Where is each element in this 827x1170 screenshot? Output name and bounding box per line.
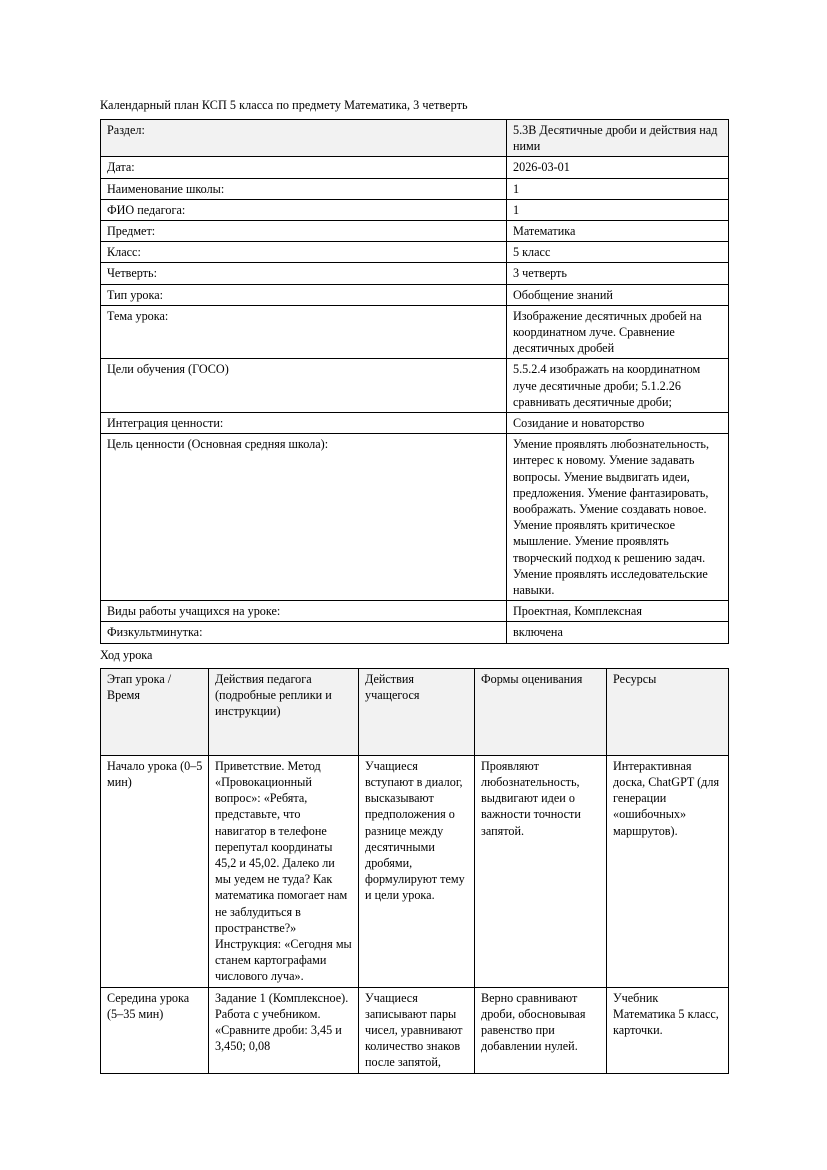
lesson-flow-body bbox=[101, 755, 729, 1073]
assessment-cell: Проявляют любознательность, выдвигают идеи о важности точности запятой. bbox=[475, 755, 607, 987]
assessment-cell: Верно сравнивают дроби, обосновывая равенство при добавлении нулей. bbox=[475, 987, 607, 1073]
info-row-value: 2026-03-01 bbox=[507, 157, 729, 178]
lesson-flow-label: Ход урока bbox=[100, 647, 153, 662]
info-row-label: Четверть: bbox=[101, 263, 507, 284]
info-row-value: 1 bbox=[507, 199, 729, 220]
table-row bbox=[101, 987, 729, 1073]
teacher-actions-cell: Приветствие. Метод «Провокационный вопрос»: «Ребята, представьте, что навигатор в телефоне перепутал координаты 45,2 и 45,02. Далеко ли мы уедем не туда? Как математика помогает нам не заблудиться в пространстве?» Инструкция: «Сегодня мы станем картографами числового луча». bbox=[209, 755, 359, 987]
resources-cell: Интерактивная доска, ChatGPT (для генерации «ошибочных» маршрутов). bbox=[607, 755, 729, 987]
column-header: Действия педагога (подробные реплики и инструкции) bbox=[209, 668, 359, 755]
info-row-label: Цели обучения (ГОСО) bbox=[101, 359, 507, 413]
column-header: Ресурсы bbox=[607, 668, 729, 755]
table-row bbox=[101, 263, 729, 284]
table-row bbox=[101, 622, 729, 643]
table-row bbox=[101, 120, 729, 157]
info-row-label: Тема урока: bbox=[101, 305, 507, 359]
info-row-label: Дата: bbox=[101, 157, 507, 178]
info-row-label: Цель ценности (Основная средняя школа): bbox=[101, 434, 507, 601]
table-row bbox=[101, 434, 729, 601]
stage-cell: Начало урока (0–5 мин) bbox=[101, 755, 209, 987]
table-row bbox=[101, 242, 729, 263]
info-row-value: 3 четверть bbox=[507, 263, 729, 284]
column-header: Этап урока / Время bbox=[101, 668, 209, 755]
lesson-info-body bbox=[101, 120, 729, 644]
resources-cell: Учебник Математика 5 класс, карточки. bbox=[607, 987, 729, 1073]
info-row-value: Изображение десятичных дробей на координатном луче. Сравнение десятичных дробей bbox=[507, 305, 729, 359]
info-row-value: Обобщение знаний bbox=[507, 284, 729, 305]
table-row bbox=[101, 755, 729, 987]
page-title: Календарный план КСП 5 класса по предмету Математика, 3 четверть bbox=[100, 98, 468, 112]
student-actions-cell: Учащиеся записывают пары чисел, уравнивают количество знаков после запятой, bbox=[359, 987, 475, 1073]
info-row-value: 5.5.2.4 изображать на координатном луче десятичные дроби; 5.1.2.26 сравнивать десятичные дроби; bbox=[507, 359, 729, 413]
table-row bbox=[101, 284, 729, 305]
info-row-value: включена bbox=[507, 622, 729, 643]
info-row-label: Раздел: bbox=[101, 120, 507, 157]
table-header-row bbox=[101, 668, 729, 755]
table-row bbox=[101, 305, 729, 359]
info-row-value: 5.3В Десятичные дроби и действия над ними bbox=[507, 120, 729, 157]
info-row-value: Математика bbox=[507, 221, 729, 242]
table-row bbox=[101, 157, 729, 178]
table-row bbox=[101, 413, 729, 434]
info-row-value: 5 класс bbox=[507, 242, 729, 263]
student-actions-cell: Учащиеся вступают в диалог, высказывают предположения о разнице между десятичными дробями, формулируют тему и цели урока. bbox=[359, 755, 475, 987]
table-row bbox=[101, 221, 729, 242]
info-row-label: ФИО педагога: bbox=[101, 199, 507, 220]
info-row-label: Физкультминутка: bbox=[101, 622, 507, 643]
info-row-label: Тип урока: bbox=[101, 284, 507, 305]
info-row-label: Наименование школы: bbox=[101, 178, 507, 199]
stage-cell: Середина урока (5–35 мин) bbox=[101, 987, 209, 1073]
column-header: Действия учащегося bbox=[359, 668, 475, 755]
teacher-actions-cell: Задание 1 (Комплексное). Работа с учебником. «Сравните дроби: 3,45 и 3,450; 0,08 bbox=[209, 987, 359, 1073]
table-row bbox=[101, 601, 729, 622]
info-row-label: Класс: bbox=[101, 242, 507, 263]
lesson-flow-table bbox=[100, 668, 729, 1074]
info-row-label: Виды работы учащихся на уроке: bbox=[101, 601, 507, 622]
info-row-value: 1 bbox=[507, 178, 729, 199]
info-row-value: Созидание и новаторство bbox=[507, 413, 729, 434]
lesson-info-table bbox=[100, 119, 729, 644]
lesson-flow-head bbox=[101, 668, 729, 755]
table-row bbox=[101, 359, 729, 413]
info-row-label: Предмет: bbox=[101, 221, 507, 242]
info-row-label: Интеграция ценности: bbox=[101, 413, 507, 434]
info-row-value: Проектная, Комплексная bbox=[507, 601, 729, 622]
table-row bbox=[101, 199, 729, 220]
table-row bbox=[101, 178, 729, 199]
info-row-value: Умение проявлять любознательность, интерес к новому. Умение задавать вопросы. Умение выдвигать идеи, предложения. Умение фантазировать, воображать. Умение создавать новое. Умение проявлять критическое мышление. Умение проявлять творческий подход к решению задач. Умение проявлять исследовательские навыки. bbox=[507, 434, 729, 601]
column-header: Формы оценивания bbox=[475, 668, 607, 755]
